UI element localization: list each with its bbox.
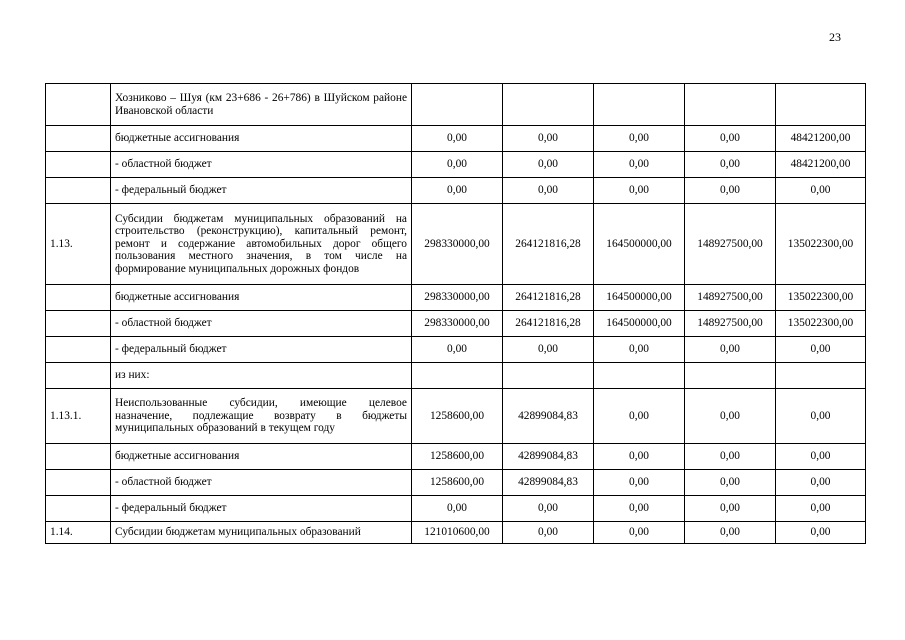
table-row xyxy=(46,470,866,496)
row-value-cell: 0,00 xyxy=(594,522,685,544)
row-value-cell: 135022300,00 xyxy=(776,204,866,285)
row-value-cell: 1258600,00 xyxy=(412,389,503,444)
table-row xyxy=(46,204,866,285)
row-description-cell: - областной бюджет xyxy=(111,470,412,496)
row-value-cell: 0,00 xyxy=(594,470,685,496)
row-value-cell: 0,00 xyxy=(412,126,503,152)
budget-table xyxy=(45,83,866,544)
row-code-cell xyxy=(46,496,111,522)
row-value-cell: 148927500,00 xyxy=(685,311,776,337)
row-value-cell xyxy=(685,84,776,126)
table-row xyxy=(46,444,866,470)
row-value-cell: 148927500,00 xyxy=(685,285,776,311)
row-code-cell xyxy=(46,285,111,311)
row-value-cell: 0,00 xyxy=(685,496,776,522)
row-value-cell: 0,00 xyxy=(594,496,685,522)
row-value-cell: 0,00 xyxy=(685,522,776,544)
row-code-cell xyxy=(46,470,111,496)
row-value-cell xyxy=(594,84,685,126)
row-value-cell: 164500000,00 xyxy=(594,311,685,337)
row-description-cell: бюджетные ассигнования xyxy=(111,285,412,311)
table-row xyxy=(46,363,866,389)
row-value-cell: 164500000,00 xyxy=(594,285,685,311)
row-value-cell: 0,00 xyxy=(685,337,776,363)
row-value-cell: 0,00 xyxy=(594,178,685,204)
row-code-cell xyxy=(46,126,111,152)
row-value-cell: 0,00 xyxy=(412,152,503,178)
row-code-cell xyxy=(46,363,111,389)
row-code-cell: 1.14. xyxy=(46,522,111,544)
row-value-cell: 0,00 xyxy=(685,126,776,152)
row-value-cell: 0,00 xyxy=(776,522,866,544)
row-value-cell: 0,00 xyxy=(503,152,594,178)
row-value-cell: 264121816,28 xyxy=(503,204,594,285)
row-value-cell xyxy=(776,363,866,389)
row-value-cell: 0,00 xyxy=(776,178,866,204)
table-row xyxy=(46,126,866,152)
row-description-cell: Субсидии бюджетам муниципальных образований xyxy=(111,522,412,544)
row-code-cell xyxy=(46,311,111,337)
table-row xyxy=(46,285,866,311)
row-value-cell: 0,00 xyxy=(412,337,503,363)
row-value-cell xyxy=(503,84,594,126)
table-row xyxy=(46,178,866,204)
row-value-cell: 0,00 xyxy=(503,337,594,363)
table-row xyxy=(46,337,866,363)
row-value-cell: 0,00 xyxy=(776,389,866,444)
row-value-cell: 121010600,00 xyxy=(412,522,503,544)
row-value-cell: 264121816,28 xyxy=(503,285,594,311)
row-value-cell: 0,00 xyxy=(685,470,776,496)
row-description-cell: Неиспользованные субсидии, имеющие целевое назначение, подлежащие возврату в бюджеты муниципальных образований в текущем году xyxy=(111,389,412,444)
row-value-cell: 0,00 xyxy=(412,178,503,204)
row-value-cell xyxy=(412,84,503,126)
row-description-cell: - областной бюджет xyxy=(111,152,412,178)
row-code-cell xyxy=(46,84,111,126)
row-value-cell: 148927500,00 xyxy=(685,204,776,285)
row-value-cell: 48421200,00 xyxy=(776,126,866,152)
row-value-cell: 42899084,83 xyxy=(503,444,594,470)
row-value-cell: 264121816,28 xyxy=(503,311,594,337)
row-value-cell xyxy=(776,84,866,126)
table-row xyxy=(46,496,866,522)
row-description-cell: Хозниково – Шуя (км 23+686 - 26+786) в Шуйском районе Ивановской области xyxy=(111,84,412,126)
row-value-cell: 0,00 xyxy=(503,496,594,522)
row-value-cell: 0,00 xyxy=(776,444,866,470)
row-description-cell: из них: xyxy=(111,363,412,389)
table-row xyxy=(46,84,866,126)
row-value-cell: 298330000,00 xyxy=(412,311,503,337)
row-value-cell: 0,00 xyxy=(776,470,866,496)
row-value-cell: 0,00 xyxy=(594,337,685,363)
row-code-cell xyxy=(46,444,111,470)
row-code-cell xyxy=(46,152,111,178)
row-description-cell: бюджетные ассигнования xyxy=(111,444,412,470)
row-value-cell xyxy=(412,363,503,389)
row-value-cell: 1258600,00 xyxy=(412,470,503,496)
row-value-cell: 0,00 xyxy=(594,126,685,152)
row-value-cell: 0,00 xyxy=(594,152,685,178)
row-value-cell: 0,00 xyxy=(594,389,685,444)
row-value-cell: 0,00 xyxy=(685,178,776,204)
budget-table-body xyxy=(46,84,866,544)
row-value-cell: 298330000,00 xyxy=(412,204,503,285)
row-description-cell: Субсидии бюджетам муниципальных образований на строительство (реконструкцию), капитальный ремонт, ремонт и содержание автомобильных дорог общего пользования местного значения, в том числе на формирование муниципальных дорожных фондов xyxy=(111,204,412,285)
row-code-cell xyxy=(46,337,111,363)
row-code-cell xyxy=(46,178,111,204)
row-value-cell: 298330000,00 xyxy=(412,285,503,311)
row-value-cell: 0,00 xyxy=(776,496,866,522)
row-value-cell: 0,00 xyxy=(503,178,594,204)
row-value-cell: 0,00 xyxy=(503,126,594,152)
row-value-cell: 0,00 xyxy=(685,389,776,444)
row-value-cell: 0,00 xyxy=(412,496,503,522)
row-value-cell: 135022300,00 xyxy=(776,285,866,311)
row-value-cell: 0,00 xyxy=(776,337,866,363)
table-row xyxy=(46,389,866,444)
row-description-cell: - федеральный бюджет xyxy=(111,337,412,363)
row-code-cell: 1.13. xyxy=(46,204,111,285)
row-value-cell xyxy=(685,363,776,389)
table-row xyxy=(46,522,866,544)
row-value-cell: 1258600,00 xyxy=(412,444,503,470)
row-value-cell: 0,00 xyxy=(685,152,776,178)
row-description-cell: - областной бюджет xyxy=(111,311,412,337)
row-value-cell xyxy=(594,363,685,389)
row-value-cell xyxy=(503,363,594,389)
table-row xyxy=(46,311,866,337)
row-description-cell: - федеральный бюджет xyxy=(111,178,412,204)
row-value-cell: 48421200,00 xyxy=(776,152,866,178)
page-number: 23 xyxy=(829,30,841,44)
row-description-cell: бюджетные ассигнования xyxy=(111,126,412,152)
table-row xyxy=(46,152,866,178)
row-value-cell: 135022300,00 xyxy=(776,311,866,337)
row-value-cell: 164500000,00 xyxy=(594,204,685,285)
row-description-cell: - федеральный бюджет xyxy=(111,496,412,522)
row-value-cell: 0,00 xyxy=(685,444,776,470)
row-value-cell: 0,00 xyxy=(503,522,594,544)
row-value-cell: 42899084,83 xyxy=(503,470,594,496)
row-value-cell: 42899084,83 xyxy=(503,389,594,444)
row-code-cell: 1.13.1. xyxy=(46,389,111,444)
row-value-cell: 0,00 xyxy=(594,444,685,470)
